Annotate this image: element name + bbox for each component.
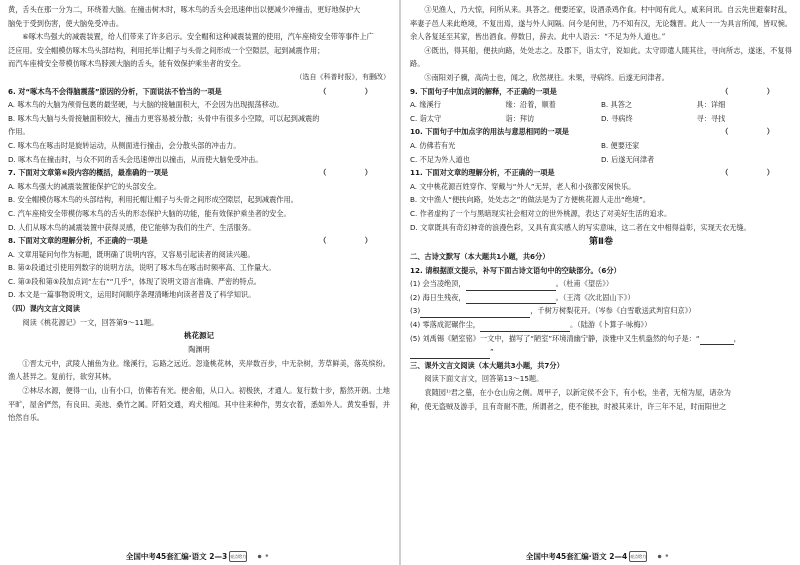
option: B. 啄木鸟大脑与头骨接触面积较大，撞击力更容易被分散；头骨中有很多小空隙，可以起到减震的 xyxy=(8,113,320,123)
question-9: 9. 下面句子中加点词的解释，不正确的一项是 （ ） xyxy=(410,86,792,96)
option: 作用。 xyxy=(8,127,30,137)
footer-badge: 亮点给力 xyxy=(629,551,647,562)
essay-paragraph: ⑤南阳刘子骥，高尚士也，闻之，欣然规往。未果，寻病终。后遂无问津者。 xyxy=(424,72,669,82)
option: C. 汽车座椅安全带模仿啄木鸟的舌头的形态保护大脑的功能，能有效保护乘坐者的安全。 xyxy=(8,208,291,218)
answer-blank[interactable] xyxy=(480,323,570,332)
fill-item: (5) 刘禹锡《陋室铭》一文中，描写了“陋室”环境清幽宁静，淡雅中又生机盎然的句子是：“ ， xyxy=(410,332,792,346)
option-row: A. 仿佛若有光 B. 便要还家 xyxy=(410,140,640,150)
text-line: 黄，舌头在那一分为二，环绕着大脑。在撞击树木时，啄木鸟的舌头会迅速伸出以便减少冲撞击，更好地保护大 xyxy=(8,5,361,14)
text-line: 泛应用。安全帽模仿啄木鸟头部结构，利用托举让帽子与头骨之间形成一个空隙层，起到减震作用； xyxy=(8,45,325,55)
essay-author: 陶渊明 xyxy=(188,345,210,355)
option: D. 啄木鸟在撞击时，与众不同的舌头会迅速伸出以撞击，从而使大脑免受冲击。 xyxy=(8,154,263,164)
option: C. 啄木鸟在啄击时是旋转运动，从侧面进行撞击，会分散头部的冲击力。 xyxy=(8,140,241,150)
reading-intro: 阅读下面文言文，回答第13～15题。 xyxy=(424,374,544,384)
option-row: C. 诣太守 诣：拜访 D. 寻病终 寻：寻找 xyxy=(410,113,726,123)
option: D. 人们从啄木鸟的减震装置中获得灵感，使它能够为我们的生产、生活服务。 xyxy=(8,222,256,232)
option: D. 文章既具有奇幻神奇的浪漫色彩，又具有真实感人的写实意味，这二者在文中相得益彰，实现天衣无缝。 xyxy=(410,222,751,232)
question-8: 8. 下面对文章的理解分析，不正确的一项是 （ ） xyxy=(8,236,390,246)
fill-item: (4) 零落成泥碾作尘， 。（陆游《卜算子·咏梅》） xyxy=(410,318,792,332)
source-note: （选自《科普时报》，有删改） xyxy=(295,72,390,81)
essay-title: 桃花源记 xyxy=(184,331,214,341)
option: A. 啄木鸟的大脑为颅骨包裹的最坚硬，与大脑的接触面积大，不会因为出现振荡移动。 xyxy=(8,100,284,110)
answer-blank[interactable] xyxy=(466,295,556,304)
option: A. 文章用疑问句作为标题，既明确了说明内容，又容易引起读者的阅读兴趣。 xyxy=(8,249,255,259)
question-7: 7. 下面对文章第⑥段内容的概括，最准确的一项是 （ ） xyxy=(8,168,390,178)
essay-paragraph: ③见渔人，乃大惊，问所从来。具答之。便要还家，设酒杀鸡作食。村中闻有此人，咸来问讯。自云先世避秦时乱，率妻子邑人来此绝境，不复出焉，遂与外人间隔。问今是何世，乃不知有汉，无论魏晋。此人一一为具言所闻，皆叹惋。余人各复延至其家，皆出酒食。停数日，辞去。此中人语云：“不足为外人道也。” xyxy=(410,5,792,42)
option-row: A. 缘溪行 缘：沿着，顺着 B. 具答之 具：详细 xyxy=(410,100,726,110)
section-heading: 三、课外文言文阅读（本大题共3小题，共7分） xyxy=(410,360,564,370)
text-line: 脑免于受到伤害，使大脑免受冲击。 xyxy=(8,18,124,28)
option: C. 作者虚构了一个与黑暗现实社会相对立的世外桃源，表达了对美好生活的追求。 xyxy=(410,208,672,218)
part-heading: 第Ⅱ卷 xyxy=(589,237,613,248)
fill-item: ” xyxy=(410,345,792,359)
right-page xyxy=(400,0,800,565)
option: B. 安全帽模仿啄木鸟的头部结构，利用托帽让帽子与头骨之间形成空隙层，起到减震作用。 xyxy=(8,195,298,205)
essay-paragraph: ①晋太元中，武陵人捕鱼为业。缘溪行，忘路之远近。忽逢桃花林，夹岸数百步，中无杂树，芳草鲜美，落英缤纷。渔人甚异之。复前行，欲穷其林。 xyxy=(8,358,390,382)
reading-intro: 阅读《桃花源记》一文，回答第9～11题。 xyxy=(22,317,159,327)
option: B. 第②段通过引使用列数字的说明方法，说明了啄木鸟在啄击时频率高、工作量大。 xyxy=(8,263,276,273)
page-footer: 全国中考45套汇编·语文 2—3 亮点给力 xyxy=(0,551,400,563)
option: D. 本文是一篇事物说明文，运用时间顺序条理清晰地向读者普及了科学知识。 xyxy=(8,290,256,300)
question-6: 6. 对“啄木鸟不会得脑震荡”原因的分析，下面说法不恰当的一项是 （ ） xyxy=(8,86,390,96)
question-11: 11. 下面对文章的理解分析，不正确的一项是 （ ） xyxy=(410,168,792,178)
essay-paragraph: 种，使无盗贼及游手，且有奇耐不胜，所谓者之，使不能独，时被其来计，许三年不足，时而阳世之 xyxy=(410,401,727,411)
answer-blank[interactable] xyxy=(420,309,530,318)
fill-item: (2) 海日生残夜， 。（王湾《次北固山下》） xyxy=(410,291,792,305)
text-line: ⑥啄木鸟强大的减震装置，给人们带来了许多启示。安全帽和这种减震装置的使用，汽车座椅安全带等事件上广 xyxy=(22,32,374,42)
option: C. 第③段和第⑤段加点词“左右”“几乎”，体现了说明文语言准确、严密的特点。 xyxy=(8,276,261,286)
page-footer: 全国中考45套汇编·语文 2—4 亮点给力 xyxy=(400,551,800,563)
answer-blank[interactable] xyxy=(466,282,556,291)
text-line: 而汽车座椅安全带模仿啄木鸟脖颈大脑的舌头，能有效保护乘坐者的安全。 xyxy=(8,59,246,69)
fill-item: (1) 会当凌绝顶， 。（杜甫《望岳》） xyxy=(410,277,792,291)
essay-paragraph: 袁随园¹⁾君之墓，在小仓山房之侧。周甲子，以新定侯不会下，有小松，坐者，无棺为屋，诸杂为 xyxy=(424,388,731,398)
ink-decoration-icon xyxy=(650,552,674,561)
option: B. 文中渔人“便扶向路，处处志之”的做法是为了方便桃花源人走出“绝境”。 xyxy=(410,195,651,205)
option: A. 啄木鸟强大的减震装置能保护它的头部安全。 xyxy=(8,181,162,191)
essay-paragraph: ④既出，得其船，便扶向路，处处志之。及郡下，诣太守，说如此。太守即遣人随其往，寻向所志，遂迷，不复得路。 xyxy=(410,45,792,69)
option-row: C. 不足为外人道也 D. 后遂无问津者 xyxy=(410,154,655,164)
essay-paragraph: ②林尽水源，便得一山，山有小口，仿佛若有光。便舍船，从口入。初极狭，才通人。复行数十步，豁然开朗。土地平旷，屋舍俨然，有良田、美池、桑竹之属。阡陌交通，鸡犬相闻。其中往来种作，男女衣着，悉如外人。黄发垂髫，并怡然自乐。 xyxy=(8,386,390,423)
question-10: 10. 下面句子中加点字的用法与意思相同的一项是 （ ） xyxy=(410,127,792,137)
footer-badge: 亮点给力 xyxy=(229,551,247,562)
option: A. 文中桃花源百姓穿作、穿戴与“外人”无异，老人和小孩都安闲快乐。 xyxy=(410,181,636,191)
fill-item: (3) ，千树万树梨花开。（岑参《白雪歌送武判官归京》） xyxy=(410,304,792,318)
question-12: 12. 请根据原文提示，补写下面古诗文语句中的空缺部分。（6分） xyxy=(410,265,621,275)
ink-decoration-icon xyxy=(250,552,274,561)
section-heading: 二、古诗文默写（本大题共1小题，共6分） xyxy=(410,252,550,262)
answer-blank[interactable] xyxy=(700,336,734,345)
answer-blank[interactable] xyxy=(410,350,490,359)
section-heading: （四）课内文言文阅读 xyxy=(8,304,80,314)
